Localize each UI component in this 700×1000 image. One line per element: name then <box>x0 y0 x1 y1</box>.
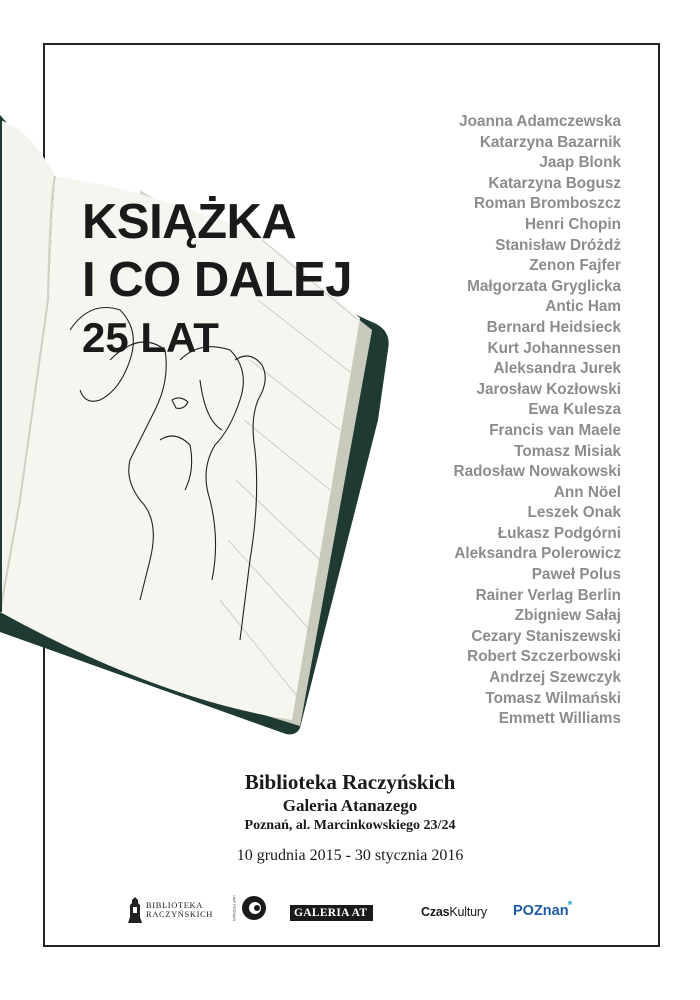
artist-name: Rainer Verlag Berlin <box>475 586 621 604</box>
exhibition-dates: 10 grudnia 2015 - 30 stycznia 2016 <box>236 847 464 864</box>
artist-name: Zbigniew Sałaj <box>514 607 621 625</box>
kultury-label: Kultury <box>449 905 487 919</box>
venue-gallery: Galeria Atanazego <box>282 796 418 815</box>
title-line-3: 25 LAT <box>82 314 219 361</box>
artist-name: Katarzyna Bogusz <box>488 174 621 192</box>
star-icon: * <box>567 898 573 912</box>
title-line-1: KSIĄŻKA <box>82 195 297 249</box>
artist-name: Łukasz Podgórni <box>497 524 621 542</box>
artist-name: Aleksandra Jurek <box>493 360 621 378</box>
artist-name: Joanna Adamczewska <box>459 113 621 130</box>
artist-name: Małgorzata Gryglicka <box>467 277 621 295</box>
artist-name: Tomasz Misiak <box>514 442 621 460</box>
biblioteka-label-2: RACZYŃSKICH <box>146 909 214 919</box>
czas-kultury-logo <box>421 905 487 919</box>
title-line-2: I CO DALEJ <box>82 253 352 307</box>
artist-name: Cezary Staniszewski <box>471 627 621 645</box>
eye-circle-icon <box>241 895 267 921</box>
poster-title <box>82 193 352 363</box>
artist-name: Radosław Nowakowski <box>453 463 621 481</box>
artist-name: Leszek Onak <box>527 504 621 522</box>
crest-icon <box>128 897 142 923</box>
venue-name: Biblioteka Raczyńskich <box>244 770 456 794</box>
uap-logo <box>232 895 267 921</box>
venue-address: Poznań, al. Marcinkowskiego 23/24 <box>244 818 456 833</box>
sponsor-logos <box>0 895 700 935</box>
artist-name: Aleksandra Polerowicz <box>454 545 621 563</box>
artist-name: Ewa Kulesza <box>528 401 621 419</box>
artist-name: Andrzej Szewczyk <box>489 669 621 687</box>
artist-name: Francis van Maele <box>489 421 621 439</box>
artist-name: Jaap Blonk <box>539 154 621 172</box>
artist-name: Jarosław Kozłowski <box>476 380 621 398</box>
artist-name: Paweł Polus <box>531 566 621 584</box>
artist-list <box>454 112 621 730</box>
artist-name: Katarzyna Bazarnik <box>479 133 621 151</box>
poznan-label: POZnan <box>513 903 569 919</box>
galeria-at-label: GALERIA AT <box>290 905 373 921</box>
artist-name: Kurt Johannessen <box>487 339 621 357</box>
artist-name: Stanisław Dróżdż <box>495 236 621 254</box>
uap-caption: UAP POZNAŃ <box>232 895 237 921</box>
biblioteka-label-1: BIBLIOTEKA <box>146 900 203 910</box>
biblioteka-logo <box>128 897 213 923</box>
czas-label: Czas <box>421 905 450 919</box>
artist-name: Antic Ham <box>545 298 621 316</box>
artist-name: Robert Szczerbowski <box>467 648 621 666</box>
artist-name: Emmett Williams <box>498 710 621 728</box>
artist-name: Bernard Heidsieck <box>486 318 621 336</box>
galeria-at-logo <box>290 905 373 921</box>
artist-name: Tomasz Wilmański <box>485 689 621 707</box>
artist-name: Henri Chopin <box>524 215 621 233</box>
poznan-logo <box>513 898 573 919</box>
artist-name: Zenon Fajfer <box>529 257 621 275</box>
artist-name: Ann Nöel <box>553 483 621 501</box>
artist-name: Roman Bromboszcz <box>473 195 621 213</box>
